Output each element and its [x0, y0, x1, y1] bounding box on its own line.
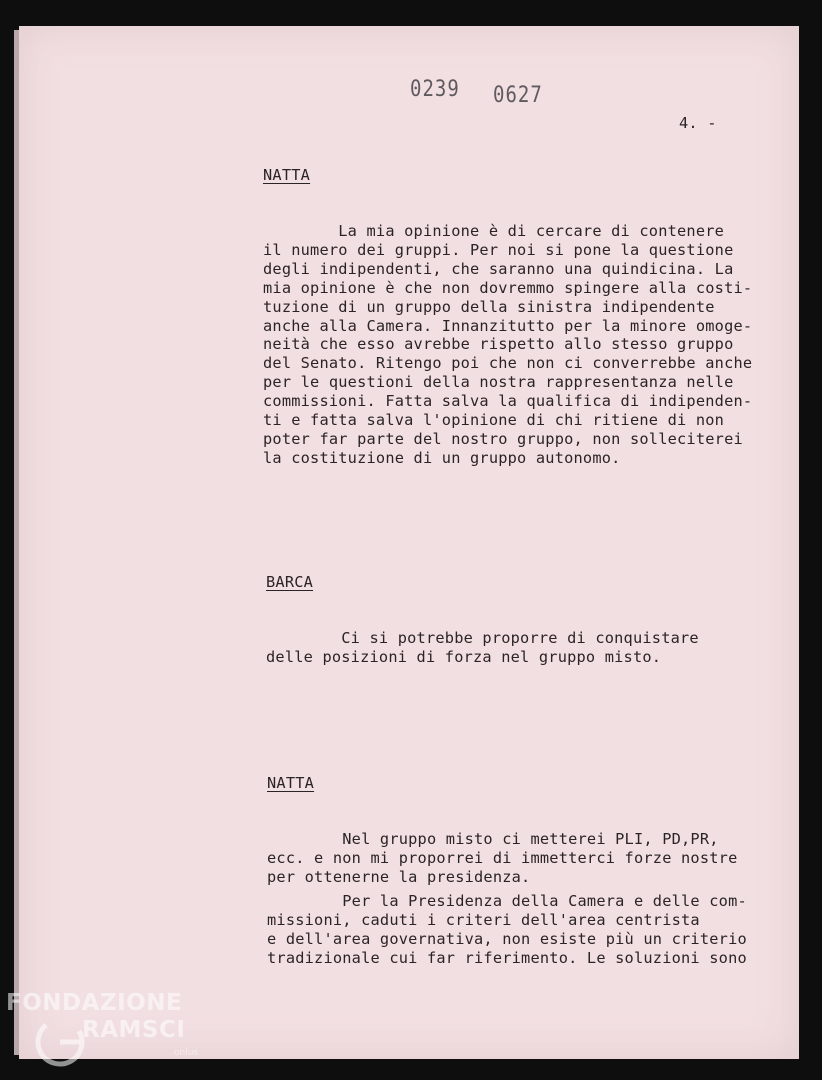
speaker-heading-natta-1: NATTA	[263, 166, 311, 184]
natta-paragraph-1: La mia opinione è di cercare di contenere il numero dei gruppi. Per noi si pone la questione degli indipendenti, che saranno una quindicina. La mia opinione è che non dovremmo spingere alla costi- tuzione di un gruppo della sinistra indipendente anche alla Camera. Innanzitutto per la minore omoge- neità che esso avrebbe rispetto allo stesso gruppo del Senato. Ritengo poi che non ci converrebbe anche per le questioni della nostra rappresentanza nelle commissioni. Fatta salva la qualifica di indipenden- ti e fatta salva l'opinione di chi ritiene di non poter far parte del nostro gruppo, non solleciterei la costituzione di un gruppo autonomo.	[263, 222, 753, 467]
watermark-line1: FONDAZIONE	[6, 990, 183, 1016]
archive-number-stamp-2: 0627	[493, 82, 543, 108]
watermark-line2: RAMSCI	[82, 1017, 186, 1043]
speaker-heading-natta-2: NATTA	[267, 774, 315, 792]
gramsci-g-logo-icon	[34, 1016, 86, 1068]
typewritten-page	[19, 26, 799, 1059]
natta-paragraph-2: Nel gruppo misto ci metterei PLI, PD,PR, ecc. e non mi proporrei di immetterci forze nostre per ottenerne la presidenza.	[267, 830, 738, 886]
barca-paragraph: Ci si potrebbe proporre di conquistare delle posizioni di forza nel gruppo misto.	[266, 629, 699, 666]
page-number: 4. -	[679, 114, 717, 132]
fondazione-gramsci-watermark	[4, 990, 204, 1078]
natta-paragraph-3: Per la Presidenza della Camera e delle com- missioni, caduti i criteri dell'area centrista e dell'area governativa, non esiste più un criterio tradizionale cui far riferimento. Le soluzioni sono	[267, 892, 747, 967]
archive-number-stamp-1: 0239	[410, 76, 460, 102]
speaker-heading-barca: BARCA	[266, 573, 314, 591]
watermark-suffix: onlus	[174, 1048, 199, 1058]
